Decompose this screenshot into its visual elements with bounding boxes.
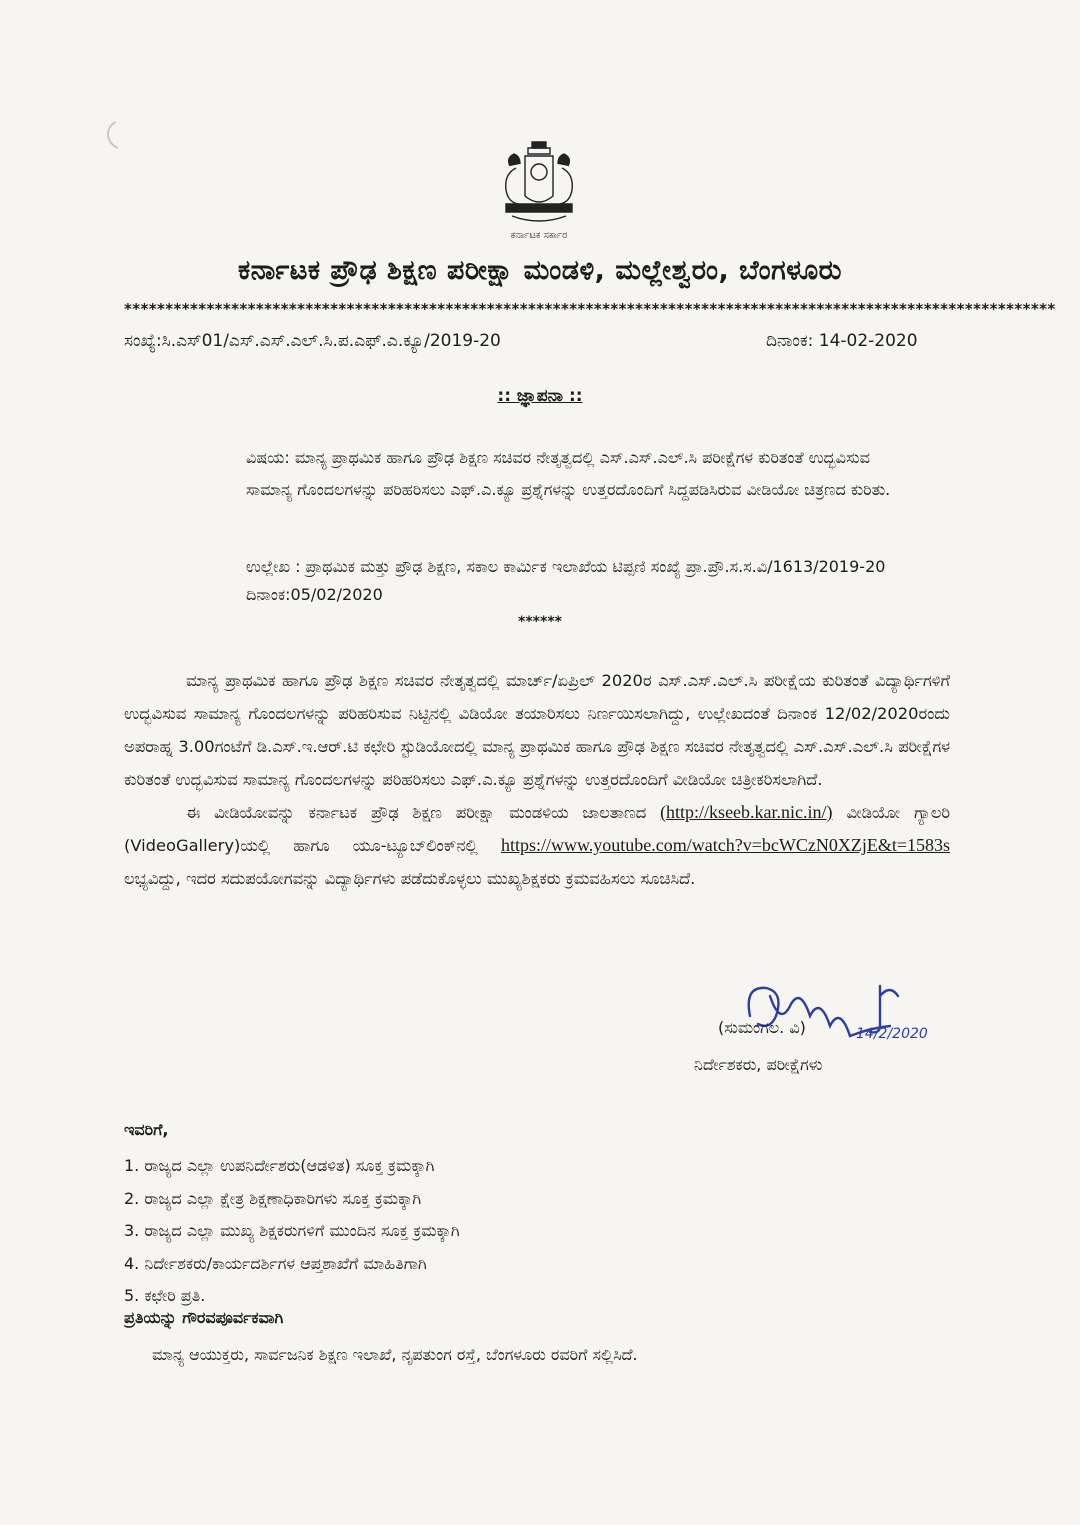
organization-title: ಕರ್ನಾಟಕ ಪ್ರೌಢ ಶಿಕ್ಷಣ ಪರೀಕ್ಷಾ ಮಂಡಳಿ, ಮಲ್ಲೇಶ್ವರಂ, ಬೆಂಗಳೂರು [238,255,842,286]
copy-heading: ಪ್ರತಿಯನ್ನು ಗೌರವಪೂರ್ವಕವಾಗಿ [124,1308,284,1327]
paragraph-2-middle: ವೀಡಿಯೋ ಗ್ಯಾಲರಿ (VideoGallery)ಯಲ್ಲಿ ಹಾಗೂ ಯೂ-ಟ್ಯೂಬ್‌ಲಿಂಕ್‌ನಲ್ಲಿ [124,803,950,855]
reference-text: ಉಲ್ಲೇಖ : ಪ್ರಾಥಮಿಕ ಮತ್ತು ಪ್ರೌಢ ಶಿಕ್ಷಣ, ಸಕಾಲ ಕಾರ್ಮಿಕ ಇಲಾಖೆಯ ಟಿಪ್ಪಣಿ ಸಂಖ್ಯೆ ಪ್ರಾ.ಪ್ರೌ.ಸ.ಸ.ವಿ/1613/2019-20 ದಿನಾಂಕ:05/02/2020 [246,557,886,604]
recipient-item: 5. ಕಛೇರಿ ಪ್ರತಿ. [124,1286,206,1305]
body-paragraph-2 [124,796,950,895]
recipient-item: 4. ನಿರ್ದೇಶಕರು/ಕಾರ್ಯದರ್ಶಿಗಳ ಆಪ್ತಶಾಖೆಗೆ ಮಾಹಿತಿಗಾಗಿ [124,1253,427,1273]
signatory-designation: ನಿರ್ದೇಶಕರು, ಪರೀಕ್ಷೆಗಳು [694,1055,823,1074]
header-divider: ***************************************************************************************************************** [124,300,1056,318]
recipient-item: 3. ರಾಜ್ಯದ ಎಲ್ಲಾ ಮುಖ್ಯ ಶಿಕ್ಷಕರುಗಳಿಗೆ ಮುಂದಿನ ಸೂಕ್ತ ಕ್ರಮಕ್ಕಾಗಿ [124,1221,460,1240]
body-paragraph-1: ಮಾನ್ಯ ಪ್ರಾಥಮಿಕ ಹಾಗೂ ಪ್ರೌಢ ಶಿಕ್ಷಣ ಸಚಿವರ ನೇತೃತ್ವದಲ್ಲಿ ಮಾರ್ಚ್/ಏಪ್ರಿಲ್ 2020ರ ಎಸ್.ಎಸ್.ಎಲ್.ಸಿ ಪರೀಕ್ಷೆಯ ಕುರಿತಂತೆ ವಿದ್ಯಾರ್ಥಿಗಳಿಗೆ ಉದ್ಭವಿಸುವ ಸಾಮಾನ್ಯ ಗೊಂದಲಗಳನ್ನು ಪರಿಹರಿಸುವ ನಿಟ್ಟಿನಲ್ಲಿ ವಿಡಿಯೋ ತಯಾರಿಸಲು ನಿರ್ಣಯಿಸಲಾಗಿದ್ದು, ಉಲ್ಲೇಖದಂತೆ ದಿನಾಂಕ 12/02/2020ರಂದು ಅಪರಾಹ್ನ 3.00ಗಂಟೆಗೆ ಡಿ.ಎಸ್.ಇ.ಆರ್.ಟಿ ಕಛೇರಿ ಸ್ಟುಡಿಯೋದಲ್ಲಿ ಮಾನ್ಯ ಪ್ರಾಥಮಿಕ ಹಾಗೂ ಪ್ರೌಢ ಶಿಕ್ಷಣ ಸಚಿವರ ನೇತೃತ್ವದಲ್ಲಿ ಎಸ್.ಎಸ್.ಎಲ್.ಸಿ ಪರೀಕ್ಷೆಗಳ ಕುರಿತಂತೆ ಉದ್ಭವಿಸುವ ಸಾಮಾನ್ಯ ಗೊಂದಲಗಳನ್ನು ಪರಿಹರಿಸಲು ಎಫ್.ಎ.ಕ್ಯೂ ಪ್ರಶ್ನೆಗಳನ್ನು ಉತ್ತರದೊಂದಿಗೆ ವೀಡಿಯೋ ಚಿತ್ರೀಕರಿಸಲಾಗಿದೆ. [124,671,950,789]
punch-mark [98,120,122,150]
signature-date: 14/2/2020 [856,1026,928,1042]
memo-title: :: ಜ್ಞಾಪನಾ :: [497,386,583,406]
body-paragraphs [124,664,950,895]
youtube-video-link[interactable]: https://www.youtube.com/watch?v=bcWCzN0XZjE&t=1583s [500,835,950,855]
state-emblem-icon [494,138,584,230]
recipients-heading: ಇವರಿಗೆ, [124,1120,169,1139]
recipient-item: 1. ರಾಜ್ಯದ ಎಲ್ಲಾ ಉಪನಿರ್ದೇಶರು(ಆಡಳಿತ) ಸೂಕ್ತ ಕ್ರಮಕ್ಕಾಗಿ [124,1156,435,1175]
signatory-name: (ಸುಮಂಗಲ. ವಿ) [718,1018,806,1037]
document-date: ದಿನಾಂಕ: 14-02-2020 [766,331,918,351]
recipient-item: 2. ರಾಜ್ಯದ ಎಲ್ಲಾ ಕ್ಷೇತ್ರ ಶಿಕ್ಷಣಾಧಿಕಾರಿಗಳು ಸೂಕ್ತ ಕ್ರಮಕ್ಕಾಗಿ [124,1188,422,1208]
recipient-list [124,1150,460,1313]
signature-scribble [730,976,960,1056]
section-separator: ****** [518,614,562,630]
paragraph-2-end: ಲಭ್ಯವಿದ್ದು, ಇದರ ಸದುಪಯೋಗವನ್ನು ವಿದ್ಯಾರ್ಥಿಗಳು ಪಡೆದುಕೊಳ್ಳಲು ಮುಖ್ಯಶಿಕ್ಷಕರು ಕ್ರಮವಹಿಸಲು ಸೂಚಿಸಿದೆ. [124,869,696,888]
emblem-caption: ಕರ್ನಾಟಕ ಸರ್ಕಾರ [510,230,568,241]
paragraph-2-intro: ಈ ವೀಡಿಯೋವನ್ನು ಕರ್ನಾಟಕ ಪ್ರೌಢ ಶಿಕ್ಷಣ ಪರೀಕ್ಷಾ ಮಂಡಳಿಯ ಜಾಲತಾಣದ [186,803,647,822]
copy-recipient: ಮಾನ್ಯ ಆಯುಕ್ತರು, ಸಾರ್ವಜನಿಕ ಶಿಕ್ಷಣ ಇಲಾಖೆ, ನೃಪತುಂಗ ರಸ್ತೆ, ಬೆಂಗಳೂರು ರವರಿಗೆ ಸಲ್ಲಿಸಿದೆ. [152,1345,638,1364]
reference-number: ಸಂಖ್ಯೆ:ಸಿ.ಎಸ್01/ಎಸ್.ಎಸ್.ಎಲ್.ಸಿ.ಪ.ಎಫ್.ಎ.ಕ್ಯೂ/2019-20 [124,331,501,351]
subject-text: ವಿಷಯ: ಮಾನ್ಯ ಪ್ರಾಥಮಿಕ ಹಾಗೂ ಪ್ರೌಢ ಶಿಕ್ಷಣ ಸಚಿವರ ನೇತೃತ್ವದಲ್ಲಿ ಎಸ್.ಎಸ್.ಎಲ್.ಸಿ ಪರೀಕ್ಷೆಗಳ ಕುರಿತಂತೆ ಉದ್ಭವಿಸುವ ಸಾಮಾನ್ಯ ಗೊಂದಲಗಳನ್ನು ಪರಿಹರಿಸಲು ಎಫ್.ಎ.ಕ್ಯೂ ಪ್ರಶ್ನೆಗಳನ್ನು ಉತ್ತರದೊಂದಿಗೆ ಸಿದ್ದಪಡಿಸಿರುವ ವೀಡಿಯೋ ಚಿತ್ರಣದ ಕುರಿತು. [246,448,891,499]
kseeb-website-link[interactable]: (http://kseeb.kar.nic.in/) [660,802,833,822]
